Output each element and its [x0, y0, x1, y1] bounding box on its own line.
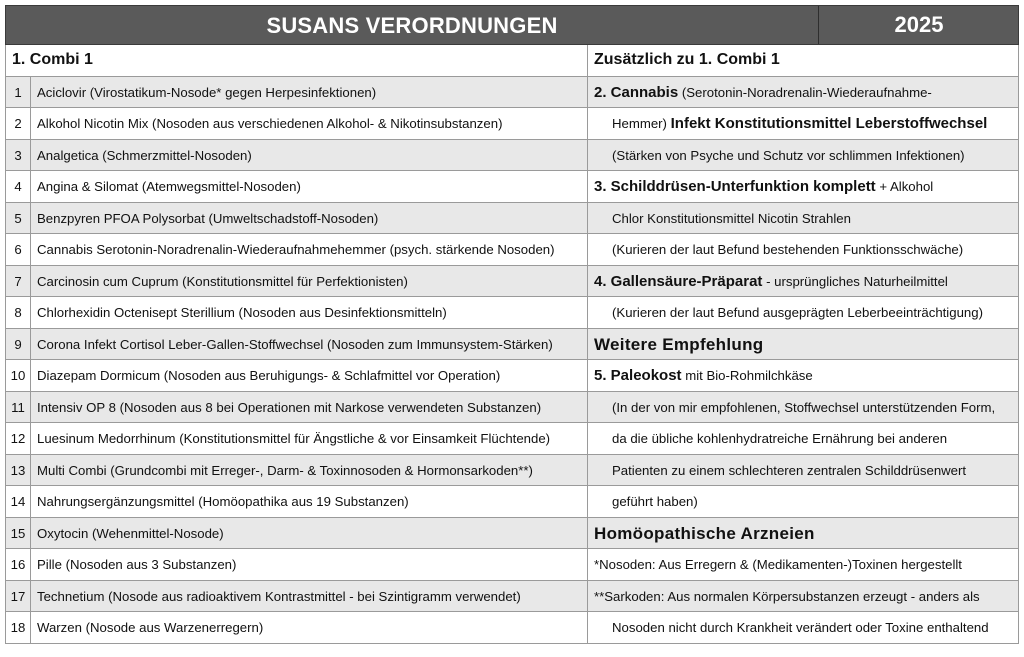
- section-heading: Weitere Empfehlung: [594, 334, 764, 354]
- item-text: Patienten zu einem schlechteren zentralen Schilddrüsenwert: [612, 462, 967, 478]
- table-row: [5, 108, 1019, 140]
- table-row: [5, 77, 1019, 109]
- item-text: (In der von mir empfohlenen, Stoffwechsel unterstützenden Form,: [612, 399, 996, 415]
- item-text: (Kurieren der laut Befund ausgeprägten Leberbeeinträchtigung): [612, 305, 983, 320]
- medication-item: Nahrungsergänzungsmittel (Homöopathika aus 19 Substanzen): [31, 486, 588, 518]
- table-row: [5, 549, 1019, 581]
- medication-item: Oxytocin (Wehenmittel-Nosode): [31, 518, 588, 550]
- row-number: 3: [5, 140, 31, 172]
- item-text: *Nosoden: Aus Erregern & (Medikamenten-)Toxinen hergestellt: [594, 557, 962, 572]
- table-row: [5, 360, 1019, 392]
- row-number: 8: [5, 297, 31, 329]
- section-heading: Homöopathische Arzneien: [594, 523, 815, 543]
- item-bold-text: 3. Schilddrüsen-Unterfunktion komplett: [594, 178, 876, 195]
- medication-item: Analgetica (Schmerzmittel-Nosoden): [31, 140, 588, 172]
- table-row: [5, 140, 1019, 172]
- item-bold-text: 4. Gallensäure-Präparat: [594, 272, 763, 290]
- left-column-title: 1. Combi 1: [5, 45, 588, 77]
- item-text: Chlor Konstitutionsmittel Nicotin Strahlen: [612, 210, 851, 226]
- row-number: 1: [5, 77, 31, 109]
- additional-item: [588, 549, 1019, 581]
- medication-item: Aciclovir (Virostatikum-Nosode* gegen Herpesinfektionen): [31, 77, 588, 109]
- table-row: [5, 486, 1019, 518]
- additional-item: [588, 329, 1019, 361]
- table-row: [5, 203, 1019, 235]
- medication-item: Multi Combi (Grundcombi mit Erreger-, Darm- & Toxinnosoden & Hormonsarkoden**): [31, 455, 588, 487]
- additional-item: [588, 234, 1019, 266]
- table-row: [5, 171, 1019, 203]
- medication-item: Corona Infekt Cortisol Leber-Gallen-Stoffwechsel (Nosoden zum Immunsystem-Stärken): [31, 329, 588, 361]
- additional-item: [588, 518, 1019, 550]
- row-number: 7: [5, 266, 31, 298]
- table-row: [5, 329, 1019, 361]
- item-bold-text: 5. Paleokost: [594, 367, 682, 384]
- item-text: **Sarkoden: Aus normalen Körpersubstanzen erzeugt - anders als: [594, 588, 980, 604]
- row-number: 16: [5, 549, 31, 581]
- table-row: [5, 423, 1019, 455]
- additional-item: [588, 360, 1019, 392]
- additional-item: [588, 266, 1019, 298]
- table-header-row: [5, 45, 1019, 77]
- additional-item: [588, 581, 1019, 613]
- item-text: mit Bio-Rohmilchkäse: [681, 368, 813, 383]
- item-text: (Stärken von Psyche und Schutz vor schlimmen Infektionen): [612, 147, 965, 163]
- medication-item: Warzen (Nosode aus Warzenerregern): [31, 612, 588, 644]
- medication-item: Alkohol Nicotin Mix (Nosoden aus verschiedenen Alkohol- & Nikotinsubstanzen): [31, 108, 588, 140]
- medication-item: Pille (Nosoden aus 3 Substanzen): [31, 549, 588, 581]
- page-title: SUSANS VERORDNUNGEN: [266, 13, 558, 38]
- item-text: da die übliche kohlenhydratreiche Ernährung bei anderen: [612, 431, 948, 446]
- row-number: 15: [5, 518, 31, 550]
- additional-item: [588, 455, 1019, 487]
- additional-item: [588, 140, 1019, 172]
- table-row: [5, 612, 1019, 644]
- row-number: 17: [5, 581, 31, 613]
- row-number: 18: [5, 612, 31, 644]
- right-column-title: Zusätzlich zu 1. Combi 1: [588, 45, 1019, 77]
- item-bold-text: Infekt Konstitutionsmittel Leberstoffwechsel: [670, 115, 988, 132]
- medication-item: Cannabis Serotonin-Noradrenalin-Wiederaufnahmehemmer (psych. stärkende Nosoden): [31, 234, 588, 266]
- additional-item: [588, 171, 1019, 203]
- row-number: 5: [5, 203, 31, 235]
- medication-item: Intensiv OP 8 (Nosoden aus 8 bei Operationen mit Narkose verwendeten Substanzen): [31, 392, 588, 424]
- medication-item: Angina & Silomat (Atemwegsmittel-Nosoden): [31, 171, 588, 203]
- additional-item: [588, 423, 1019, 455]
- title-bar: [5, 5, 1019, 45]
- table-row: [5, 581, 1019, 613]
- additional-item: [588, 486, 1019, 518]
- table-row: [5, 234, 1019, 266]
- item-text: Hemmer): [612, 116, 671, 131]
- medication-item: Carcinosin cum Cuprum (Konstitutionsmittel für Perfektionisten): [31, 266, 588, 298]
- row-number: 12: [5, 423, 31, 455]
- item-text: (Serotonin-Noradrenalin-Wiederaufnahme-: [678, 84, 932, 100]
- row-number: 2: [5, 108, 31, 140]
- additional-item: [588, 392, 1019, 424]
- medication-item: Technetium (Nosode aus radioaktivem Kontrastmittel - bei Szintigramm verwendet): [31, 581, 588, 613]
- prescription-sheet: [5, 5, 1019, 653]
- item-text: geführt haben): [612, 494, 698, 509]
- additional-item: [588, 612, 1019, 644]
- year-label: 2025: [818, 6, 1019, 44]
- medication-item: Luesinum Medorrhinum (Konstitutionsmittel für Ängstliche & vor Einsamkeit Flüchtende): [31, 423, 588, 455]
- medication-item: Diazepam Dormicum (Nosoden aus Beruhigungs- & Schlafmittel vor Operation): [31, 360, 588, 392]
- additional-item: [588, 77, 1019, 109]
- prescription-table: [5, 45, 1019, 644]
- table-row: [5, 455, 1019, 487]
- table-row: [5, 392, 1019, 424]
- medication-item: Benzpyren PFOA Polysorbat (Umweltschadstoff-Nosoden): [31, 203, 588, 235]
- row-number: 14: [5, 486, 31, 518]
- item-bold-text: 2. Cannabis: [594, 83, 679, 101]
- row-number: 11: [5, 392, 31, 424]
- additional-item: [588, 108, 1019, 140]
- item-text: (Kurieren der laut Befund bestehenden Funktionsschwäche): [612, 242, 964, 257]
- row-number: 6: [5, 234, 31, 266]
- item-text: + Alkohol: [875, 179, 934, 194]
- table-row: [5, 266, 1019, 298]
- row-number: 10: [5, 360, 31, 392]
- additional-item: [588, 297, 1019, 329]
- row-number: 13: [5, 455, 31, 487]
- additional-item: [588, 203, 1019, 235]
- table-row: [5, 518, 1019, 550]
- item-text: Nosoden nicht durch Krankheit verändert oder Toxine enthaltend: [612, 620, 989, 635]
- item-text: - ursprüngliches Naturheilmittel: [762, 273, 948, 289]
- table-row: [5, 297, 1019, 329]
- medication-item: Chlorhexidin Octenisept Sterillium (Nosoden aus Desinfektionsmitteln): [31, 297, 588, 329]
- row-number: 9: [5, 329, 31, 361]
- row-number: 4: [5, 171, 31, 203]
